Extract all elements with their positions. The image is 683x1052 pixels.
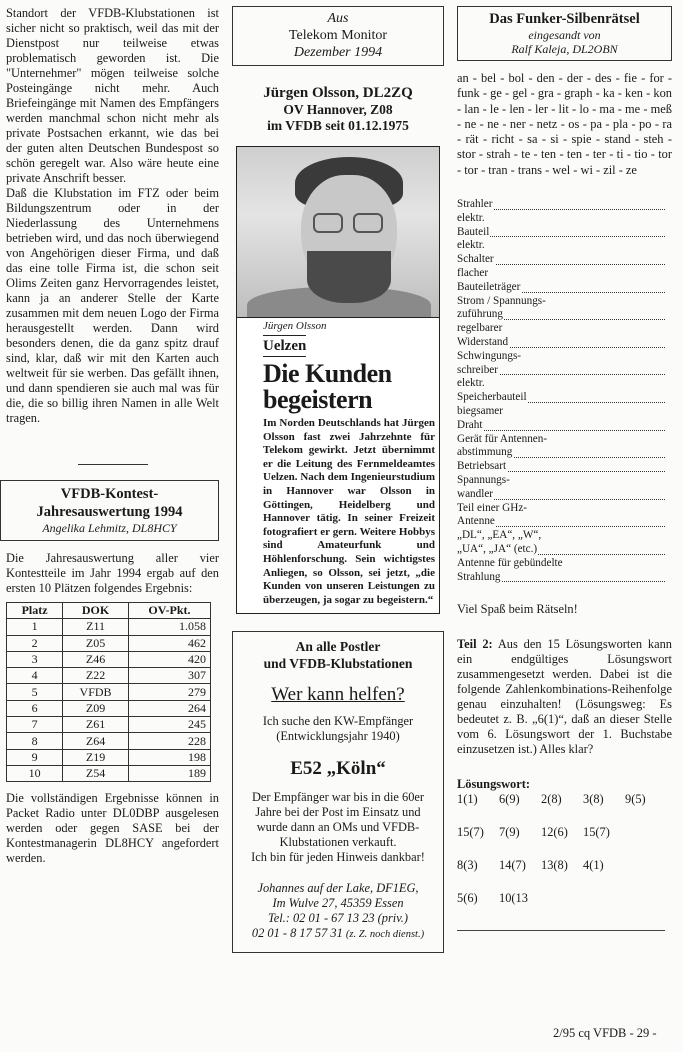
clue-text: Teil einer GHz- bbox=[457, 501, 528, 514]
solution-code: 3(8) bbox=[583, 792, 604, 807]
kontest-title-line1: VFDB-Kontest- bbox=[60, 486, 159, 502]
help-heading-1: An alle Postler bbox=[295, 639, 381, 655]
cell-dok: Z64 bbox=[63, 733, 129, 749]
cell-platz: 5 bbox=[7, 684, 63, 700]
photo-glasses-left bbox=[313, 213, 343, 233]
phone-number-2: 02 01 - 8 17 57 31 bbox=[251, 926, 343, 941]
puzzle-sub-1: eingesandt von bbox=[528, 28, 601, 42]
table-row bbox=[7, 749, 211, 765]
clue-line bbox=[457, 419, 665, 433]
left-column bbox=[6, 6, 219, 866]
source-line-1: Aus bbox=[327, 11, 349, 26]
cell-dok: Z61 bbox=[63, 717, 129, 733]
receiver-story: Der Empfänger war bis in die 60er Jahre bei der Post im Einsatz und wurde dann an OMs und VFDB-Klubstationen verkauft. bbox=[251, 790, 425, 850]
photo-beard bbox=[307, 251, 391, 303]
address-line-1: Johannes auf der Lake, DF1EG, bbox=[257, 881, 419, 896]
clipping-caption: Jürgen Olsson bbox=[263, 320, 327, 332]
solution-code: 13(8) bbox=[541, 858, 568, 873]
clue-text: schreiber bbox=[457, 363, 498, 376]
search-line-2: (Entwicklungsjahr 1940) bbox=[276, 729, 400, 744]
cell-ov-pkt: 245 bbox=[128, 717, 210, 733]
table-row bbox=[7, 733, 211, 749]
cell-platz: 7 bbox=[7, 717, 63, 733]
thanks-line: Ich bin für jeden Hinweis dankbar! bbox=[251, 850, 425, 865]
solution-code: 1(1) bbox=[457, 792, 478, 807]
clue-line bbox=[457, 488, 665, 502]
clue-line bbox=[457, 253, 665, 267]
cell-ov-pkt: 228 bbox=[128, 733, 210, 749]
clue-text: Strom / Spannungs- bbox=[457, 294, 546, 307]
clue-line bbox=[457, 474, 665, 488]
kontest-results-table bbox=[6, 602, 211, 782]
col-header-ov-pkt: OV-Pkt. bbox=[128, 603, 210, 619]
cell-ov-pkt: 279 bbox=[128, 684, 210, 700]
page-folio: 2/95 cq VFDB - 29 - bbox=[553, 1026, 657, 1040]
clue-line bbox=[457, 281, 665, 295]
clue-line bbox=[457, 405, 665, 419]
table-row bbox=[7, 635, 211, 651]
right-column bbox=[457, 6, 672, 931]
cell-platz: 4 bbox=[7, 668, 63, 684]
middle-column bbox=[232, 6, 444, 953]
cell-dok: Z11 bbox=[63, 619, 129, 635]
cell-platz: 6 bbox=[7, 700, 63, 716]
clue-text: Spannungs- bbox=[457, 474, 510, 487]
clue-text: Draht bbox=[457, 418, 483, 431]
solution-code: 12(6) bbox=[541, 825, 568, 840]
clue-text: Antenne bbox=[457, 515, 495, 528]
solution-row bbox=[457, 825, 672, 858]
table-row bbox=[7, 765, 211, 781]
clue-line bbox=[457, 460, 665, 474]
cell-dok: VFDB bbox=[63, 684, 129, 700]
clue-line bbox=[457, 295, 665, 309]
phone-note-2: (z. Z. noch dienst.) bbox=[345, 929, 425, 941]
intro-paragraph-2: Daß die Klubstation im FTZ oder beim Bildungszentrum oder in der Niederlassung des Unternehmens betrieben wird, und das noch überwiegend von Angehörigen dieser Firma, und daß das eine tolle Firma ist, die schon seit Olims Zeiten ganz Hervorragendes leistet, kann ja an anderer Stelle der Karte zusammen mit dem neuen Logo der Firma herausgestellt werden. Dann wird besonders denen, die da ganz spitz drauf sind, klar, daß wir mit den Karten auch weltweit für sie werben. Das gefällt ihnen, und dann spendieren sie auch mal was für die, die so billig ihren Namen in alle Welt tragen. bbox=[6, 186, 219, 425]
clue-text: zuführung bbox=[457, 308, 503, 321]
clue-text: wandler bbox=[457, 487, 494, 500]
cell-dok: Z19 bbox=[63, 749, 129, 765]
help-request-box bbox=[232, 631, 444, 953]
clue-text: Strahler bbox=[457, 198, 493, 211]
solution-code: 6(9) bbox=[499, 792, 520, 807]
cell-ov-pkt: 307 bbox=[128, 668, 210, 684]
table-row bbox=[7, 684, 211, 700]
clue-text: flacher bbox=[457, 267, 489, 280]
col-header-dok: DOK bbox=[63, 603, 129, 619]
kontest-intro: Die Jahresauswertung aller vier Kontestteile im Jahr 1994 ergab auf den ersten 10 Plätzen folgendes Ergebnis: bbox=[6, 551, 219, 595]
table-header-row bbox=[7, 603, 211, 619]
table-row bbox=[7, 700, 211, 716]
cell-ov-pkt: 1.058 bbox=[128, 619, 210, 635]
clue-text: Widerstand bbox=[457, 336, 509, 349]
clue-text: Betriebsart bbox=[457, 460, 507, 473]
clue-line bbox=[457, 350, 665, 364]
cell-platz: 3 bbox=[7, 651, 63, 667]
kontest-author: Angelika Lehmitz, DL8HCY bbox=[42, 521, 177, 535]
syllable-list: an - bel - bol - den - der - des - fie - for - funk - ge - gel - gra - graph - ka - ken - kon - lan - le - len - ler - lit - lo - ma - me - meß - ne - ne - ner - netz - os - pa - pla - po - ra - rät - richt - sa - si - spie - stand - steh - stor - strah - te - ten - ten - ter - ti - tio - tor - tor - tran - trans - wel - wi - zil - ze bbox=[457, 71, 672, 177]
solution-code: 7(9) bbox=[499, 825, 520, 840]
clue-text: regelbarer bbox=[457, 322, 503, 335]
clue-list bbox=[457, 198, 665, 584]
clue-text: Schwingungs- bbox=[457, 349, 522, 362]
bottom-rule bbox=[457, 930, 665, 931]
clue-text: „UA“, „JA“ (etc.) bbox=[457, 543, 538, 555]
address-line-2: Im Wulve 27, 45359 Essen bbox=[272, 896, 404, 911]
clue-line bbox=[457, 239, 665, 253]
clue-line bbox=[457, 322, 665, 336]
teil2-text: Aus den 15 Lösungsworten kann ein endgültiges Lösungswort zusammengesetzt werden. Dabei ist die folgende Zahlenkombinations-Reihenfolge genau einzuhalten! (Lösungsweg: Es bedeutet z. B. „6(1)“, daß an dieser Stelle vom 6. Lösungswort der 1. Buchstabe einzusetzen ist.) Alles klar? bbox=[457, 637, 672, 757]
clue-line bbox=[457, 515, 665, 529]
cell-platz: 1 bbox=[7, 619, 63, 635]
table-body bbox=[7, 619, 211, 782]
cell-dok: Z05 bbox=[63, 635, 129, 651]
clue-line bbox=[457, 433, 665, 447]
clue-text: Antenne für gebündelte bbox=[457, 556, 563, 569]
kontest-title-box bbox=[0, 480, 219, 541]
phone-line-2 bbox=[239, 926, 437, 942]
clue-text: Bauteil bbox=[457, 225, 490, 238]
source-line-3: Dezember 1994 bbox=[293, 45, 383, 60]
clue-text: elektr. bbox=[457, 239, 485, 252]
solution-code: 4(1) bbox=[583, 858, 604, 873]
puzzle-title-box bbox=[457, 6, 672, 61]
help-title: Wer kann helfen? bbox=[271, 684, 405, 706]
teil2-label: Teil 2: bbox=[457, 637, 493, 652]
portrait-photo bbox=[236, 146, 440, 318]
solution-code: 15(7) bbox=[583, 825, 610, 840]
clue-line bbox=[457, 377, 665, 391]
clue-line bbox=[457, 391, 665, 405]
clue-line bbox=[457, 226, 665, 240]
person-ov: OV Hannover, Z08 bbox=[283, 102, 393, 117]
search-line-1: Ich suche den KW-Empfänger bbox=[262, 714, 414, 729]
person-name: Jürgen Olsson, DL2ZQ bbox=[263, 85, 413, 101]
solution-code: 14(7) bbox=[499, 858, 526, 873]
solution-grid bbox=[457, 792, 672, 924]
clipping-headline-1: Die Kunden bbox=[263, 359, 392, 388]
clue-line bbox=[457, 502, 665, 516]
cell-ov-pkt: 264 bbox=[128, 700, 210, 716]
solution-row bbox=[457, 792, 672, 825]
cell-dok: Z22 bbox=[63, 668, 129, 684]
clue-text: Gerät für Antennen- bbox=[457, 432, 548, 445]
person-since: im VFDB seit 01.12.1975 bbox=[267, 118, 409, 133]
solution-row bbox=[457, 891, 672, 924]
clue-line bbox=[457, 571, 665, 585]
solution-code: 10(13 bbox=[499, 891, 528, 906]
clue-text: elektr. bbox=[457, 377, 485, 390]
teil2-paragraph bbox=[457, 637, 672, 757]
source-box bbox=[232, 6, 444, 66]
solution-label: Lösungswort: bbox=[457, 777, 530, 792]
clue-line bbox=[457, 529, 665, 543]
cell-ov-pkt: 420 bbox=[128, 651, 210, 667]
clue-text: „DL“, „EA“, „W“, bbox=[457, 529, 542, 542]
source-line-2: Telekom Monitor bbox=[288, 28, 388, 43]
answer-dotted-line bbox=[457, 430, 665, 431]
table-row bbox=[7, 717, 211, 733]
solution-code: 8(3) bbox=[457, 858, 478, 873]
solution-code: 2(8) bbox=[541, 792, 562, 807]
kontest-outro: Die vollständigen Ergebnisse können in Packet Radio unter DL0DBP ausgelesen werden oder gegen SASE bei der Kontestmanagerin DL8HCY angefordert werden. bbox=[6, 791, 219, 866]
cell-ov-pkt: 189 bbox=[128, 765, 210, 781]
cell-platz: 9 bbox=[7, 749, 63, 765]
clue-line bbox=[457, 446, 665, 460]
col-header-platz: Platz bbox=[7, 603, 63, 619]
clue-line bbox=[457, 557, 665, 571]
clue-text: abstimmung bbox=[457, 446, 513, 459]
help-heading-2: und VFDB-Klubstationen bbox=[263, 656, 413, 672]
clipping-body: Im Norden Deutschlands hat Jürgen Olsson fast zwei Jahrzehnte für Telekom gewirkt. Jetzt übernimmt er die Leitung des Fernmeldeamtes Uelzen. Nach dem Ingenieurstudium in Hannover war Olsson in Göttingen, Heidelberg und Hannover tätig. In seiner Freizeit fotografiert er gern. Weitere Hobbys sind Amateurfunk und Höhlenforschung. Sein wichtigstes Anliegen, so Olsson, sei jetzt, „die Kunden von unseren Leistungen zu überzeugen, ja sogar zu begeistern.“ bbox=[263, 417, 435, 606]
phone-line-1: Tel.: 02 01 - 67 13 23 (priv.) bbox=[267, 911, 409, 926]
clue-text: biegsamer bbox=[457, 405, 503, 418]
clipping-headline-2: begeistern bbox=[263, 385, 373, 414]
kontest-title-line2: Jahresauswertung 1994 bbox=[36, 504, 183, 520]
clue-text: Strahlung bbox=[457, 570, 501, 583]
clue-line bbox=[457, 212, 665, 226]
table-row bbox=[7, 668, 211, 684]
clue-line bbox=[457, 364, 665, 378]
photo-glasses-right bbox=[353, 213, 383, 233]
solution-code: 5(6) bbox=[457, 891, 478, 906]
receiver-name: E52 „Köln“ bbox=[290, 758, 386, 780]
cell-ov-pkt: 462 bbox=[128, 635, 210, 651]
puzzle-title: Das Funker-Silbenrätsel bbox=[489, 11, 640, 27]
clipping-city: Uelzen bbox=[263, 335, 306, 357]
solution-code: 15(7) bbox=[457, 825, 484, 840]
puzzle-sub-2: Ralf Kaleja, DL2OBN bbox=[511, 42, 618, 56]
cell-platz: 8 bbox=[7, 733, 63, 749]
clue-line bbox=[457, 336, 665, 350]
fun-line: Viel Spaß beim Rätseln! bbox=[457, 602, 578, 617]
clue-text: Bauteileträger bbox=[457, 280, 521, 293]
cell-dok: Z54 bbox=[63, 765, 129, 781]
solution-row bbox=[457, 858, 672, 891]
clue-line bbox=[457, 198, 665, 212]
solution-code: 9(5) bbox=[625, 792, 646, 807]
intro-paragraph-1: Standort der VFDB-Klubstationen ist sicher nicht so praktisch, weil das mit der Dienstpost nur teilweise etwas problematisch geworden ist. Die "Unternehmer" mögen teilweise solche Posteingänge nicht mehr. Auch Briefeingänge mit Namen des Empfängers werden manchmal schon nicht mehr als private Postsachen erkannt, wie das bei der guten alten Deutschen Bundespost so schön geregelt war. Also wäre heute eine private Anschrift besser. bbox=[6, 6, 219, 185]
clue-line bbox=[457, 543, 665, 557]
cell-platz: 2 bbox=[7, 635, 63, 651]
table-row bbox=[7, 651, 211, 667]
cell-ov-pkt: 198 bbox=[128, 749, 210, 765]
table-row bbox=[7, 619, 211, 635]
clue-text: elektr. bbox=[457, 211, 485, 224]
clue-text: Speicherbauteil bbox=[457, 391, 527, 404]
clue-line bbox=[457, 267, 665, 281]
cell-dok: Z09 bbox=[63, 700, 129, 716]
newspaper-clipping bbox=[236, 318, 440, 614]
clue-line bbox=[457, 308, 665, 322]
cell-dok: Z46 bbox=[63, 651, 129, 667]
clue-text: Schalter bbox=[457, 253, 494, 266]
cell-platz: 10 bbox=[7, 765, 63, 781]
